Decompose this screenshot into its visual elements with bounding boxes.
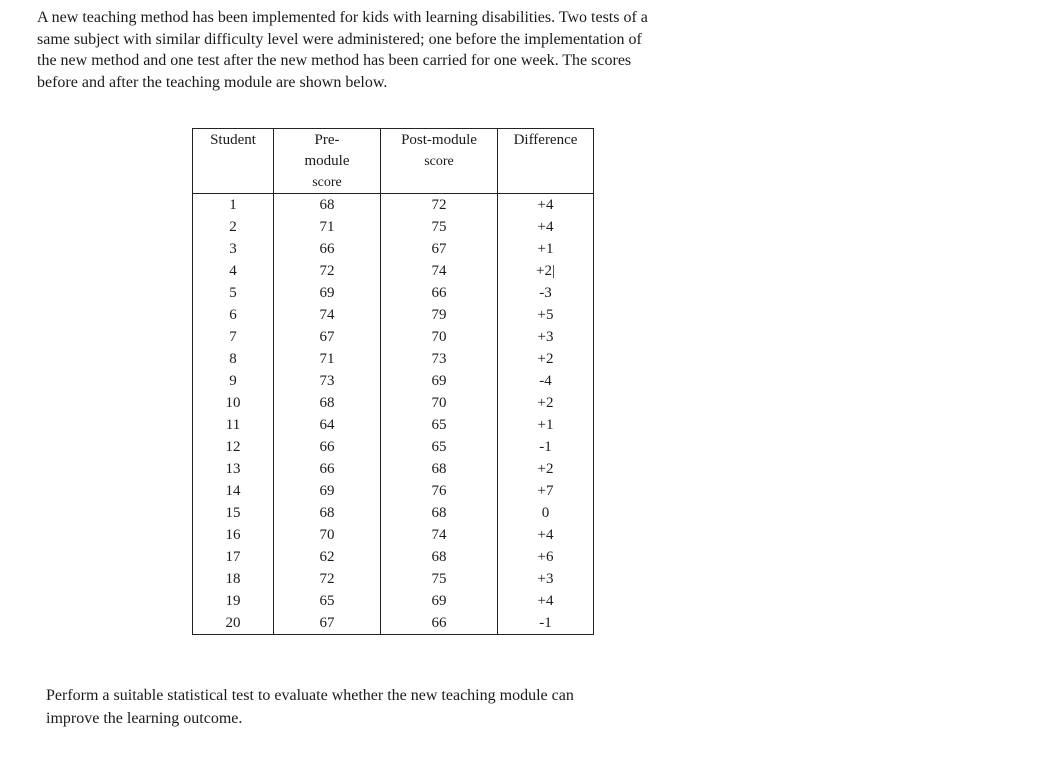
cell-difference: +2| xyxy=(498,260,594,282)
cell-difference: +2 xyxy=(498,348,594,370)
table-row xyxy=(193,502,594,524)
cell-pre-score: 66 xyxy=(274,436,381,458)
table-row xyxy=(193,348,594,370)
cell-pre-score: 67 xyxy=(274,612,381,635)
cell-student: 17 xyxy=(193,546,274,568)
cell-difference: +7 xyxy=(498,480,594,502)
table-row xyxy=(193,282,594,304)
cell-student: 13 xyxy=(193,458,274,480)
table-row xyxy=(193,370,594,392)
cell-student: 6 xyxy=(193,304,274,326)
cell-student: 11 xyxy=(193,414,274,436)
table-row xyxy=(193,546,594,568)
question-line: improve the learning outcome. xyxy=(46,710,243,727)
cell-difference: 0 xyxy=(498,502,594,524)
cell-post-score: 75 xyxy=(381,568,498,590)
cell-pre-score: 66 xyxy=(274,458,381,480)
cell-student: 19 xyxy=(193,590,274,612)
cell-pre-score: 64 xyxy=(274,414,381,436)
table-row xyxy=(193,326,594,348)
header-pre-module-score: Pre- module score xyxy=(274,129,381,194)
cell-student: 14 xyxy=(193,480,274,502)
table-row xyxy=(193,238,594,260)
cell-difference: +2 xyxy=(498,392,594,414)
cell-difference: +4 xyxy=(498,524,594,546)
cell-difference: +5 xyxy=(498,304,594,326)
cell-student: 15 xyxy=(193,502,274,524)
cell-post-score: 68 xyxy=(381,458,498,480)
cell-post-score: 69 xyxy=(381,370,498,392)
cell-pre-score: 62 xyxy=(274,546,381,568)
cell-pre-score: 73 xyxy=(274,370,381,392)
intro-line: same subject with similar difficulty level were administered; one before the implementation of xyxy=(37,30,642,48)
table-row xyxy=(193,392,594,414)
cell-pre-score: 68 xyxy=(274,194,381,217)
cell-student: 3 xyxy=(193,238,274,260)
table-row xyxy=(193,568,594,590)
cell-post-score: 69 xyxy=(381,590,498,612)
table-row xyxy=(193,216,594,238)
cell-pre-score: 68 xyxy=(274,392,381,414)
table-row xyxy=(193,194,594,217)
cell-pre-score: 70 xyxy=(274,524,381,546)
cell-difference: +3 xyxy=(498,326,594,348)
cell-student: 8 xyxy=(193,348,274,370)
cell-difference: +1 xyxy=(498,414,594,436)
cell-student: 7 xyxy=(193,326,274,348)
question-paragraph xyxy=(46,684,746,730)
cell-difference: +2 xyxy=(498,458,594,480)
cell-pre-score: 65 xyxy=(274,590,381,612)
table-row xyxy=(193,524,594,546)
scores-table xyxy=(192,128,594,635)
cell-student: 1 xyxy=(193,194,274,217)
table-row xyxy=(193,458,594,480)
table-row xyxy=(193,590,594,612)
cell-difference: +1 xyxy=(498,238,594,260)
cell-post-score: 75 xyxy=(381,216,498,238)
intro-line: the new method and one test after the new method has been carried for one week. The scores xyxy=(37,52,632,69)
cell-post-score: 66 xyxy=(381,282,498,304)
cell-pre-score: 72 xyxy=(274,260,381,282)
header-student: Student xyxy=(193,129,274,194)
cell-difference: -1 xyxy=(498,436,594,458)
cell-post-score: 66 xyxy=(381,612,498,635)
cell-post-score: 65 xyxy=(381,414,498,436)
cell-pre-score: 69 xyxy=(274,480,381,502)
cell-post-score: 68 xyxy=(381,546,498,568)
table-body xyxy=(193,194,594,635)
table-row xyxy=(193,612,594,635)
cell-difference: -3 xyxy=(498,282,594,304)
cell-post-score: 72 xyxy=(381,194,498,217)
cell-post-score: 68 xyxy=(381,502,498,524)
cell-student: 12 xyxy=(193,436,274,458)
table-row xyxy=(193,414,594,436)
table-row xyxy=(193,436,594,458)
table-row xyxy=(193,304,594,326)
cell-student: 4 xyxy=(193,260,274,282)
intro-paragraph xyxy=(37,7,757,93)
cell-pre-score: 72 xyxy=(274,568,381,590)
cell-difference: +3 xyxy=(498,568,594,590)
cell-post-score: 67 xyxy=(381,238,498,260)
intro-line: before and after the teaching module are shown below. xyxy=(37,73,388,91)
cell-student: 16 xyxy=(193,524,274,546)
cell-student: 5 xyxy=(193,282,274,304)
cell-post-score: 73 xyxy=(381,348,498,370)
cell-student: 18 xyxy=(193,568,274,590)
cell-difference: +6 xyxy=(498,546,594,568)
question-line: Perform a suitable statistical test to evaluate whether the new teaching module can xyxy=(46,687,574,704)
cell-pre-score: 71 xyxy=(274,348,381,370)
cell-pre-score: 66 xyxy=(274,238,381,260)
cell-post-score: 65 xyxy=(381,436,498,458)
cell-post-score: 76 xyxy=(381,480,498,502)
cell-student: 2 xyxy=(193,216,274,238)
cell-student: 10 xyxy=(193,392,274,414)
intro-line: A new teaching method has been implemented for kids with learning disabilities. Two tests of a xyxy=(37,9,648,26)
table-header-row xyxy=(193,129,594,194)
cell-pre-score: 67 xyxy=(274,326,381,348)
cell-pre-score: 68 xyxy=(274,502,381,524)
cell-student: 9 xyxy=(193,370,274,392)
cell-pre-score: 69 xyxy=(274,282,381,304)
cell-difference: +4 xyxy=(498,216,594,238)
cell-post-score: 74 xyxy=(381,524,498,546)
cell-post-score: 79 xyxy=(381,304,498,326)
cell-post-score: 74 xyxy=(381,260,498,282)
cell-difference: +4 xyxy=(498,194,594,217)
cell-difference: +4 xyxy=(498,590,594,612)
header-post-module-score: Post-module score xyxy=(381,129,498,194)
cell-difference: -1 xyxy=(498,612,594,635)
cell-difference: -4 xyxy=(498,370,594,392)
cell-post-score: 70 xyxy=(381,326,498,348)
cell-pre-score: 71 xyxy=(274,216,381,238)
header-difference: Difference xyxy=(498,129,594,194)
cell-post-score: 70 xyxy=(381,392,498,414)
cell-pre-score: 74 xyxy=(274,304,381,326)
cell-student: 20 xyxy=(193,612,274,635)
table-row xyxy=(193,480,594,502)
table-row xyxy=(193,260,594,282)
